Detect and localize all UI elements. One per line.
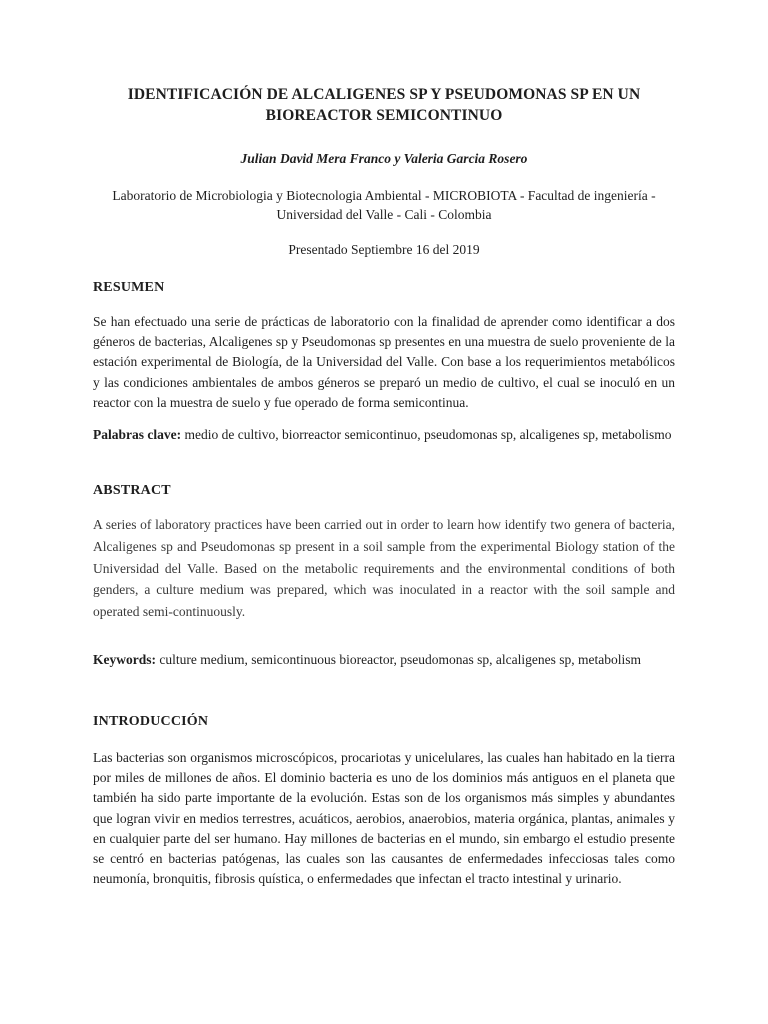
paper-authors: Julian David Mera Franco y Valeria Garcia Rosero bbox=[240, 151, 528, 166]
resumen-keywords-label: Palabras clave: bbox=[93, 427, 182, 443]
abstract-keywords-label: Keywords: bbox=[93, 652, 156, 667]
introduccion-heading: INTRODUCCIÓN bbox=[93, 714, 209, 729]
paper-title: IDENTIFICACIÓN DE ALCALIGENES SP Y PSEUDOMONAS SP EN UN BIOREACTOR SEMICONTINUO bbox=[127, 86, 641, 124]
resumen-body: Se han efectuado una serie de prácticas de laboratorio con la finalidad de aprender como identificar a dos géneros de bacterias, Alcaligenes sp y Pseudomonas sp presentes en una muestra de suelo proveniente de la estación experimental de Biología, de la Universidad del Valle. Con base a los requerimientos metabólicos y las condiciones ambientales de ambos géneros se preparó un medio de cultivo, el cual se inoculó en un reactor con la muestra de suelo y fue operado de forma semicontinua. bbox=[93, 314, 675, 410]
abstract-keywords bbox=[93, 651, 675, 669]
resumen-heading: RESUMEN bbox=[93, 280, 165, 295]
abstract-heading: ABSTRACT bbox=[93, 483, 171, 499]
paper-affiliation: Laboratorio de Microbiologia y Biotecnologia Ambiental - MICROBIOTA - Facultad de ingeniería - Universidad del Valle - Cali - Colombia bbox=[112, 188, 656, 222]
resumen-keywords-text: medio de cultivo, biorreactor semicontinuo, pseudomonas sp, alcaligenes sp, metabolismo bbox=[184, 427, 672, 443]
introduccion-body: Las bacterias son organismos microscópicos, procariotas y unicelulares, las cuales han habitado en la tierra por miles de millones de años. El dominio bacteria es uno de los dominios más antiguos en el planeta que también ha sido parte importante de la evolución. Estas son de los organismos más simples y abundantes que logran vivir en medios terrestres, acuáticos, aerobios, anaerobios, materia orgánica, plantas, animales y en cualquier parte del ser humano. Hay millones de bacterias en el mundo, sin embargo el estudio presente se centró en bacterias patógenas, las cuales son las causantes de enfermedades infecciosas tales como neumonía, bronquitis, fibrosis quística, o enfermedades que infectan el tracto intestinal y urinario. bbox=[93, 750, 675, 887]
resumen-keywords bbox=[93, 425, 675, 445]
abstract-keywords-text: culture medium, semicontinuous bioreactor, pseudomonas sp, alcaligenes sp, metabolism bbox=[159, 652, 641, 667]
abstract-body: A series of laboratory practices have been carried out in order to learn how identify two genera of bacteria, Alcaligenes sp and Pseudomonas sp present in a soil sample from the experimental Biology station of the Universidad del Valle. Based on the metabolic requirements and the environmental conditions of both genders, a culture medium was prepared, which was inoculated in a reactor with the soil sample and operated semi-continuously. bbox=[93, 517, 675, 620]
paper-date: Presentado Septiembre 16 del 2019 bbox=[288, 242, 480, 257]
